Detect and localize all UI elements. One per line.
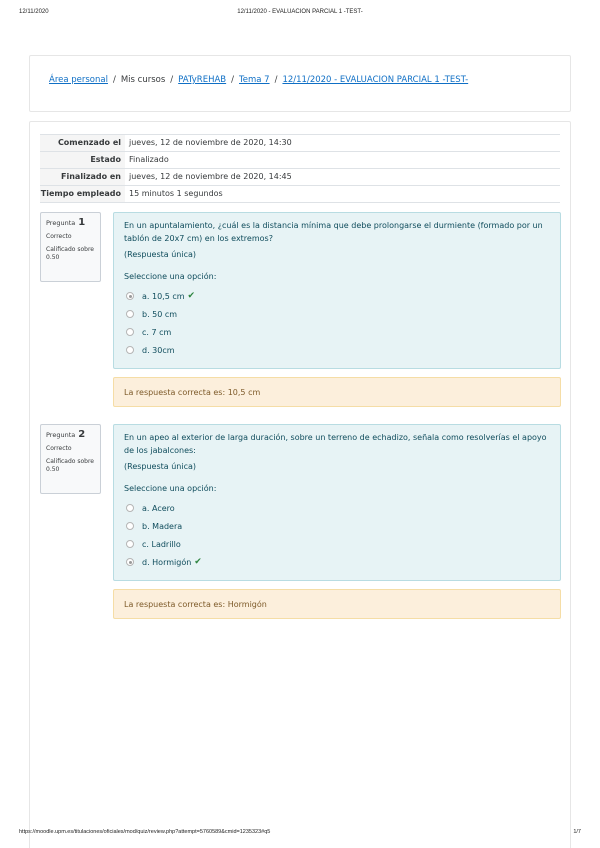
answer-option-b[interactable]: b. 50 cm bbox=[124, 305, 550, 323]
summary-label: Tiempo empleado bbox=[40, 186, 125, 203]
summary-value: 15 minutos 1 segundos bbox=[129, 189, 223, 198]
answer-options bbox=[124, 287, 550, 359]
checkmark-icon: ✔ bbox=[187, 291, 196, 301]
question-text: En un apuntalamiento, ¿cuál es la distancia mínima que debe prolongarse el durmiente (formado por un tablón de 20x7 cm) en los extremos? bbox=[124, 221, 543, 243]
question-grade: Calificado sobre 0.50 bbox=[46, 246, 94, 261]
checkmark-icon: ✔ bbox=[194, 557, 202, 567]
navigation-card bbox=[29, 55, 571, 112]
answer-prompt: Seleccione una opción: bbox=[124, 272, 217, 281]
summary-label: Comenzado el bbox=[40, 135, 125, 152]
print-footer bbox=[0, 829, 600, 841]
summary-row bbox=[40, 169, 560, 186]
breadcrumb-quiz[interactable]: 12/11/2020 - EVALUACION PARCIAL 1 -TEST- bbox=[282, 75, 469, 85]
summary-row bbox=[40, 186, 560, 203]
question-grade: Calificado sobre 0.50 bbox=[46, 458, 94, 473]
radio-selected-icon[interactable] bbox=[126, 558, 134, 566]
question-number: Pregunta 1 bbox=[46, 217, 86, 228]
print-date: 12/11/2020 bbox=[19, 9, 49, 15]
question-1-info bbox=[40, 212, 101, 282]
question-state: Correcto bbox=[46, 445, 72, 452]
answer-option-c[interactable]: c. 7 cm bbox=[124, 323, 550, 341]
quiz-review-card bbox=[29, 121, 571, 848]
answer-option-a[interactable]: a. Acero bbox=[124, 499, 550, 517]
question-1-feedback: La respuesta correcta es: 10,5 cm bbox=[113, 377, 561, 407]
radio-icon[interactable] bbox=[126, 310, 134, 318]
summary-label: Finalizado en bbox=[40, 169, 125, 186]
print-page-number: 1/7 bbox=[573, 829, 581, 835]
radio-icon[interactable] bbox=[126, 328, 134, 336]
radio-icon[interactable] bbox=[126, 346, 134, 354]
answer-option-b[interactable]: b. Madera bbox=[124, 517, 550, 535]
breadcrumb-separator: / bbox=[170, 75, 174, 85]
question-note: (Respuesta única) bbox=[124, 250, 197, 259]
breadcrumb-mis-cursos: Mis cursos bbox=[120, 75, 166, 85]
question-state: Correcto bbox=[46, 233, 72, 240]
breadcrumb-separator: / bbox=[112, 75, 116, 85]
summary-row bbox=[40, 152, 560, 169]
answer-options bbox=[124, 499, 550, 571]
breadcrumb-separator: / bbox=[231, 75, 234, 85]
radio-icon[interactable] bbox=[126, 522, 134, 530]
summary-value: Finalizado bbox=[129, 155, 169, 164]
radio-icon[interactable] bbox=[126, 540, 134, 548]
summary-value: jueves, 12 de noviembre de 2020, 14:45 bbox=[129, 172, 292, 181]
breadcrumb-topic[interactable]: Tema 7 bbox=[239, 75, 270, 85]
question-2-info bbox=[40, 424, 101, 494]
print-url: https://moodle.upm.es/titulaciones/oficiales/mod/quiz/review.php?attempt=5760589&cmid=1235323#q5 bbox=[19, 829, 271, 835]
question-text: En un apeo al exterior de larga duración, sobre un terreno de echadizo, señala como resolverías el apoyo de los jabalcones: bbox=[124, 433, 547, 455]
summary-value: jueves, 12 de noviembre de 2020, 14:30 bbox=[129, 138, 292, 147]
radio-selected-icon[interactable] bbox=[126, 292, 134, 300]
question-2-content bbox=[113, 424, 561, 581]
answer-option-d[interactable]: d. 30cm bbox=[124, 341, 550, 359]
answer-option-d[interactable]: d. Hormigón ✔ bbox=[124, 553, 550, 571]
print-title: 12/11/2020 - EVALUACION PARCIAL 1 -TEST- bbox=[237, 9, 363, 15]
attempt-summary-table bbox=[40, 134, 560, 203]
radio-icon[interactable] bbox=[126, 504, 134, 512]
answer-option-c[interactable]: c. Ladrillo bbox=[124, 535, 550, 553]
breadcrumb-course[interactable]: PATyREHAB bbox=[178, 75, 227, 85]
print-header bbox=[0, 9, 600, 21]
breadcrumb bbox=[49, 75, 468, 85]
breadcrumb-area-personal[interactable]: Área personal bbox=[49, 75, 108, 85]
breadcrumb-separator: / bbox=[274, 75, 278, 85]
summary-label: Estado bbox=[40, 152, 125, 169]
question-2-feedback: La respuesta correcta es: Hormigón bbox=[113, 589, 561, 619]
answer-prompt: Seleccione una opción: bbox=[124, 484, 217, 493]
question-number: Pregunta 2 bbox=[46, 429, 86, 440]
question-note: (Respuesta única) bbox=[124, 462, 197, 471]
summary-row bbox=[40, 135, 560, 152]
question-1-content bbox=[113, 212, 561, 369]
answer-option-a[interactable]: a. 10,5 cm ✔ bbox=[124, 287, 550, 305]
